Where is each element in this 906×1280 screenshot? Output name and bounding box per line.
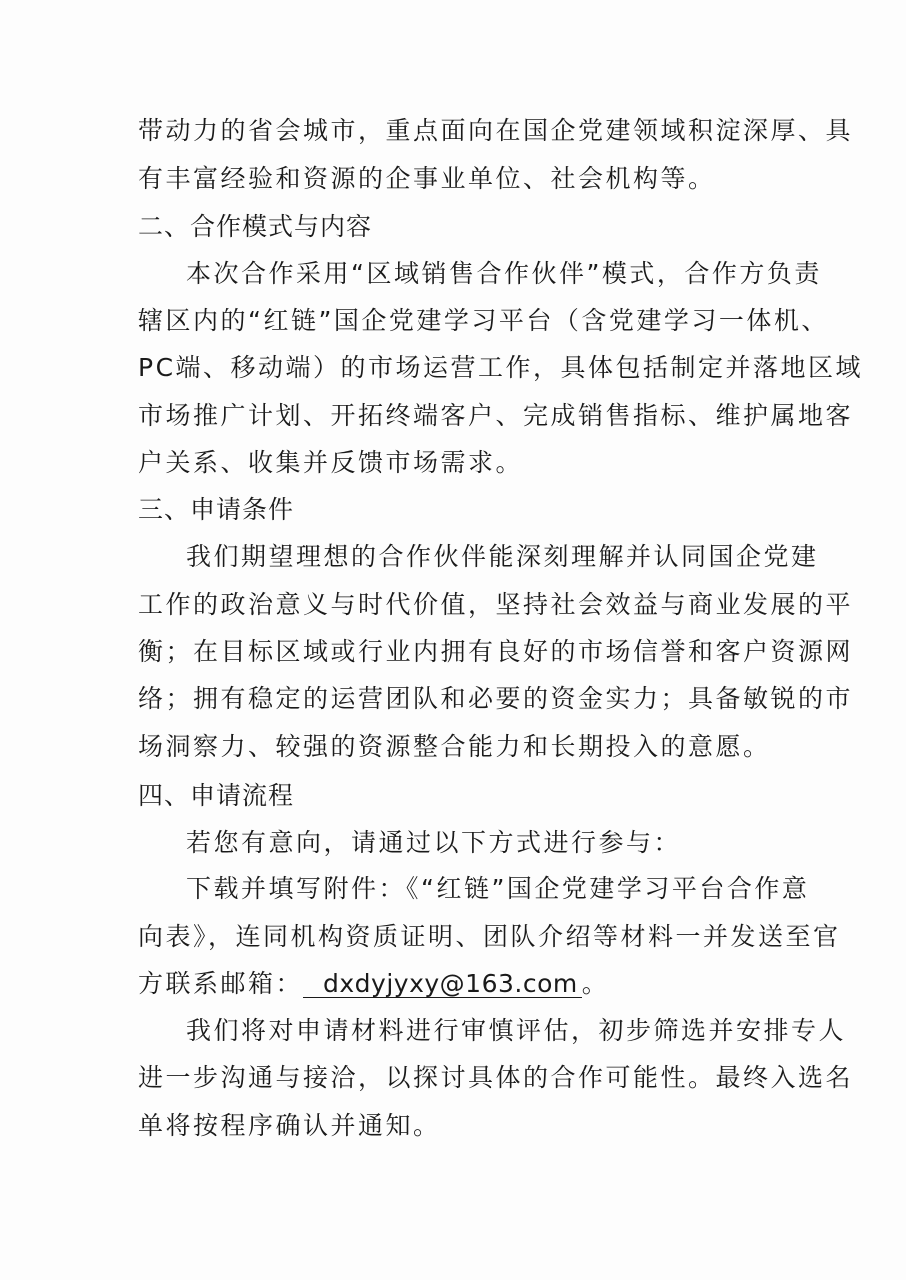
paragraph-line: 市场推广计划、开拓终端客户、完成销售指标、维护属地客 [138,401,854,430]
section-heading-application-process: 四、申请流程 [138,781,295,810]
paragraph-line: 我们期望理想的合作伙伴能深刻理解并认同国企党建 [186,542,819,571]
section-heading-application-conditions: 三、申请条件 [138,495,295,524]
paragraph-line: 本次合作采用“区域销售合作伙伴”模式，合作方负责 [186,259,822,288]
contact-email-link[interactable]: dxdyjyxy@163.com [303,971,582,998]
paragraph-line: 工作的政治意义与时代价值，坚持社会效益与商业发展的平 [138,590,854,619]
paragraph-line: 我们将对申请材料进行审慎评估，初步筛选并安排专人 [186,1016,847,1045]
paragraph-line: PC端、移动端）的市场运营工作，具体包括制定并落地区域 [138,353,864,382]
email-line [138,968,778,1000]
paragraph-line: 衡；在目标区域或行业内拥有良好的市场信誉和客户资源网 [138,637,854,666]
paragraph-line: 向表》，连同机构资质证明、团队介绍等材料一并发送至官 [138,922,841,951]
paragraph-line: 进一步沟通与接洽，以探讨具体的合作可能性。最终入选名 [138,1063,854,1092]
paragraph-line: 有丰富经验和资源的企事业单位、社会机构等。 [138,164,716,193]
paragraph-line: 单将按程序确认并通知。 [138,1111,441,1140]
paragraph-line: 辖区内的“红链”国企党建学习平台（含党建学习一体机、 [138,306,829,335]
paragraph-line: 带动力的省会城市，重点面向在国企党建领域积淀深厚、具 [138,116,854,145]
paragraph-line: 下载并填写附件：《“红链”国企党建学习平台合作意 [186,874,810,903]
paragraph-line: 络；拥有稳定的运营团队和必要的资金实力；具备敏锐的市 [138,684,854,713]
email-label: 方联系邮箱： [138,969,304,998]
paragraph-line: 户关系、收集并反馈市场需求。 [138,448,524,477]
paragraph-line: 场洞察力、较强的资源整合能力和长期投入的意愿。 [138,732,771,761]
paragraph-line: 若您有意向，请通过以下方式进行参与： [186,828,682,857]
section-heading-cooperation-mode: 二、合作模式与内容 [138,212,373,241]
email-period: 。 [581,969,610,998]
